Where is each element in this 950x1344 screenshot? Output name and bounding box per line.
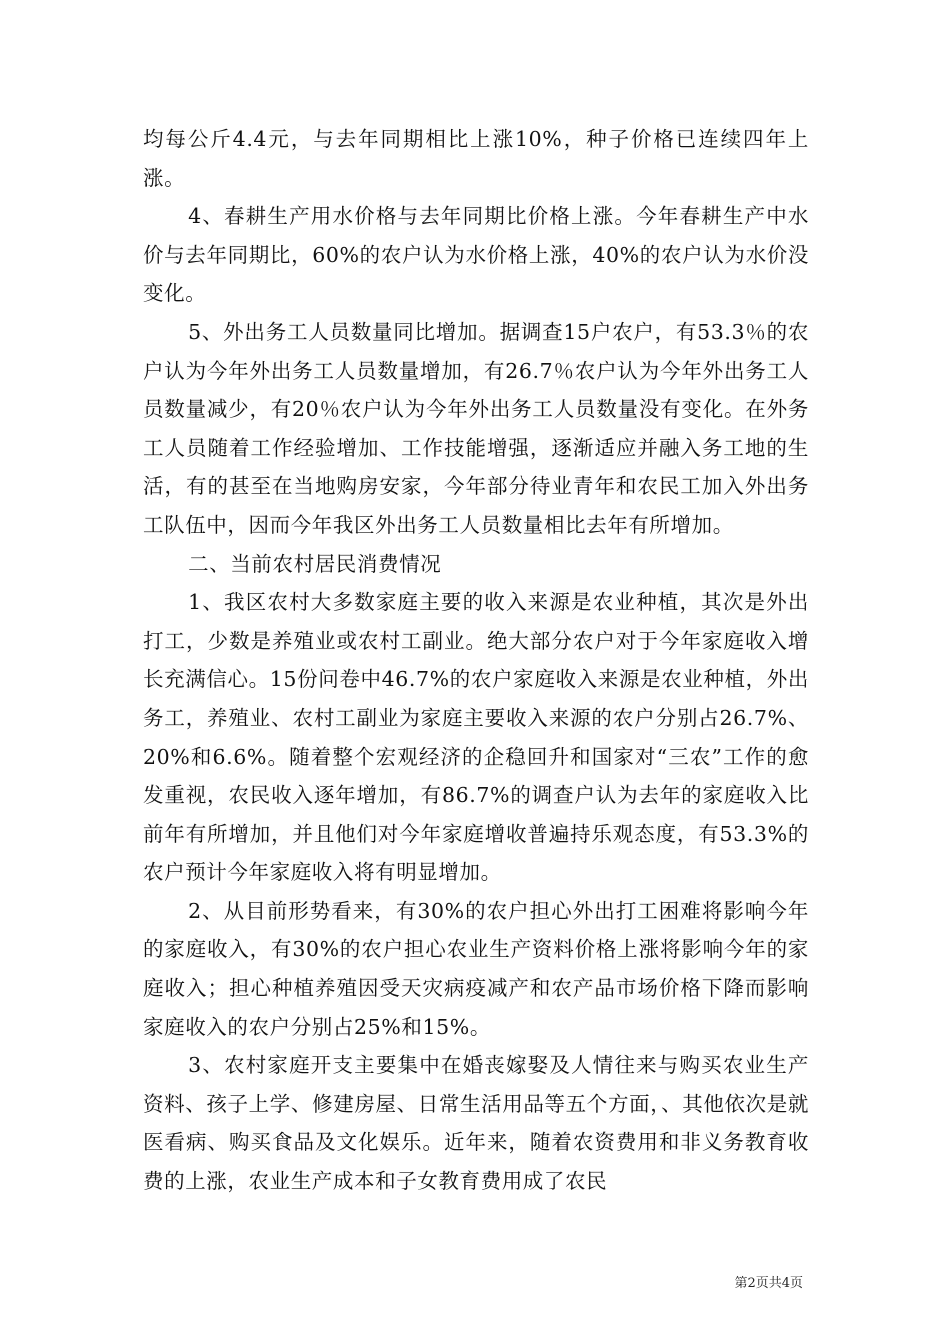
paragraph-household-expenses: 3、农村家庭开支主要集中在婚丧嫁娶及人情往来与购买农业生产资料、孩子上学、修建房屋、日常生活用品等五个方面，、其他依次是就医看病、购买食品及文化娱乐。近年来，随着农资费用和非义务教育收费的上涨，农业生产成本和子女教育费用成了农民 <box>143 1053 809 1194</box>
section-heading-consumption: 二、当前农村居民消费情况 <box>188 551 442 576</box>
paragraph-seed-price: 均每公斤4.4元，与去年同期相比上涨10%，种子价格已连续四年上涨。 <box>143 127 809 190</box>
paragraph-income-sources: 1、我区农村大多数家庭主要的收入来源是农业种植，其次是外出打工，少数是养殖业或农村工副业。绝大部分农户对于今年家庭收入增长充满信心。15份问卷中46.7%的农户家庭收入来源是农业种植，外出务工，养殖业、农村工副业为家庭主要收入来源的农户分别占26.7%、20%和6.6%。随着整个宏观经济的企稳回升和国家对“三农”工作的愈发重视，农民收入逐年增加，有86.7%的调查户认为去年的家庭收入比前年有所增加，并且他们对今年家庭增收普遍持乐观态度，有53.3%的农户预计今年家庭收入将有明显增加。 <box>143 590 809 885</box>
page-number-footer: 第2页共4页 <box>734 1276 803 1291</box>
paragraph-migrant-workers: 5、外出务工人员数量同比增加。据调查15户农户，有53.3％的农户认为今年外出务工人员数量增加，有26.7％农户认为今年外出务工人员数量减少，有20％农户认为今年外出务工人员数量没有变化。在外务工人员随着工作经验增加、工作技能增强，逐渐适应并融入务工地的生活，有的甚至在当地购房安家，今年部分待业青年和农民工加入外出务工队伍中，因而今年我区外出务工人员数量相比去年有所增加。 <box>143 319 809 537</box>
paragraph-income-concerns: 2、从目前形势看来，有30%的农户担心外出打工困难将影响今年的家庭收入，有30%的农户担心农业生产资料价格上涨将影响今年的家庭收入；担心种植养殖因受天灾病疫减产和农产品市场价格下降而影响家庭收入的农户分别占25%和15%。 <box>143 898 809 1039</box>
document-body <box>143 120 809 1201</box>
paragraph-water-price: 4、春耕生产用水价格与去年同期比价格上涨。今年春耕生产中水价与去年同期比，60%的农户认为水价格上涨，40%的农户认为水价没变化。 <box>143 204 809 306</box>
